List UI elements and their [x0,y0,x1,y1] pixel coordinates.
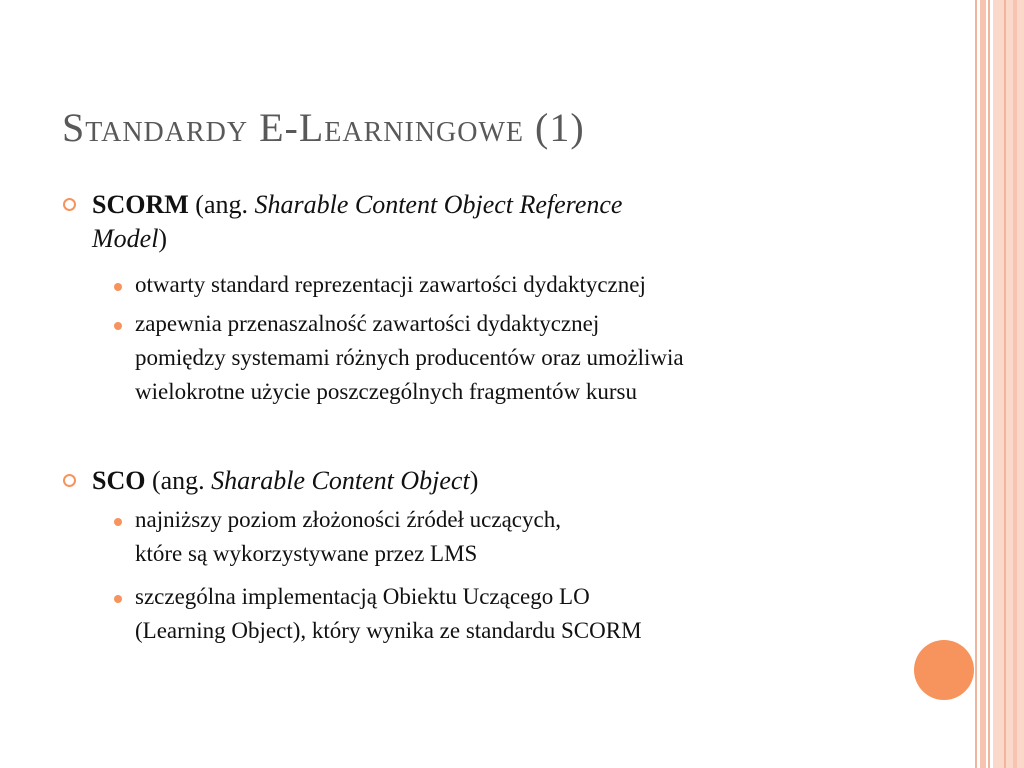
decor-stripe [993,0,1024,768]
bullet-dot-icon [114,322,122,330]
sub-item [135,503,915,571]
decor-stripe [1013,0,1017,768]
sub-item-text: pomiędzy systemami różnych producentów oraz umożliwia [135,345,684,370]
decor-stripe [975,0,977,768]
sub-item-text: szczególna implementacją Obiektu Uczącego LO [135,584,590,609]
term-prefix: (ang. [151,466,205,495]
sub-item-text: które są wykorzystywane przez LMS [135,541,478,566]
sub-item-text: najniższy poziom złożoności źródeł uczących, [135,507,561,532]
bullet-dot-icon [114,595,122,603]
decor-stripe [1004,0,1006,768]
bullet-dot-icon [114,518,122,526]
sub-item [135,580,915,648]
sub-item-text: zapewnia przenaszalność zawartości dydaktycznej [135,311,600,336]
term-prefix: (ang. [195,190,248,219]
bullet-ring-icon [63,474,76,487]
term-expansion: Sharable Content Object [211,466,470,495]
sub-item [135,268,915,302]
term-expansion: Model [92,224,159,253]
slide-title: Standardy E-Learningowe (1) [62,105,585,150]
term: SCORM [92,190,189,219]
sub-item-text: wielokrotne użycie poszczególnych fragmentów kursu [135,379,637,404]
bullet-dot-icon [114,283,122,291]
list-item-scorm [92,188,892,256]
decor-stripe [980,0,986,768]
sub-item-text: otwarty standard reprezentacji zawartości dydaktycznej [135,272,646,297]
list-item-sco [92,464,892,498]
sub-item [135,307,915,409]
term-suffix: ) [158,224,168,253]
sub-item-text: (Learning Object), który wynika ze standardu SCORM [135,618,642,643]
bullet-ring-icon [63,198,76,211]
decor-stripe [988,0,990,768]
term: SCO [92,466,146,495]
term-expansion: Sharable Content Object Reference [254,190,623,219]
decor-circle [914,640,974,700]
term-suffix: ) [469,466,479,495]
